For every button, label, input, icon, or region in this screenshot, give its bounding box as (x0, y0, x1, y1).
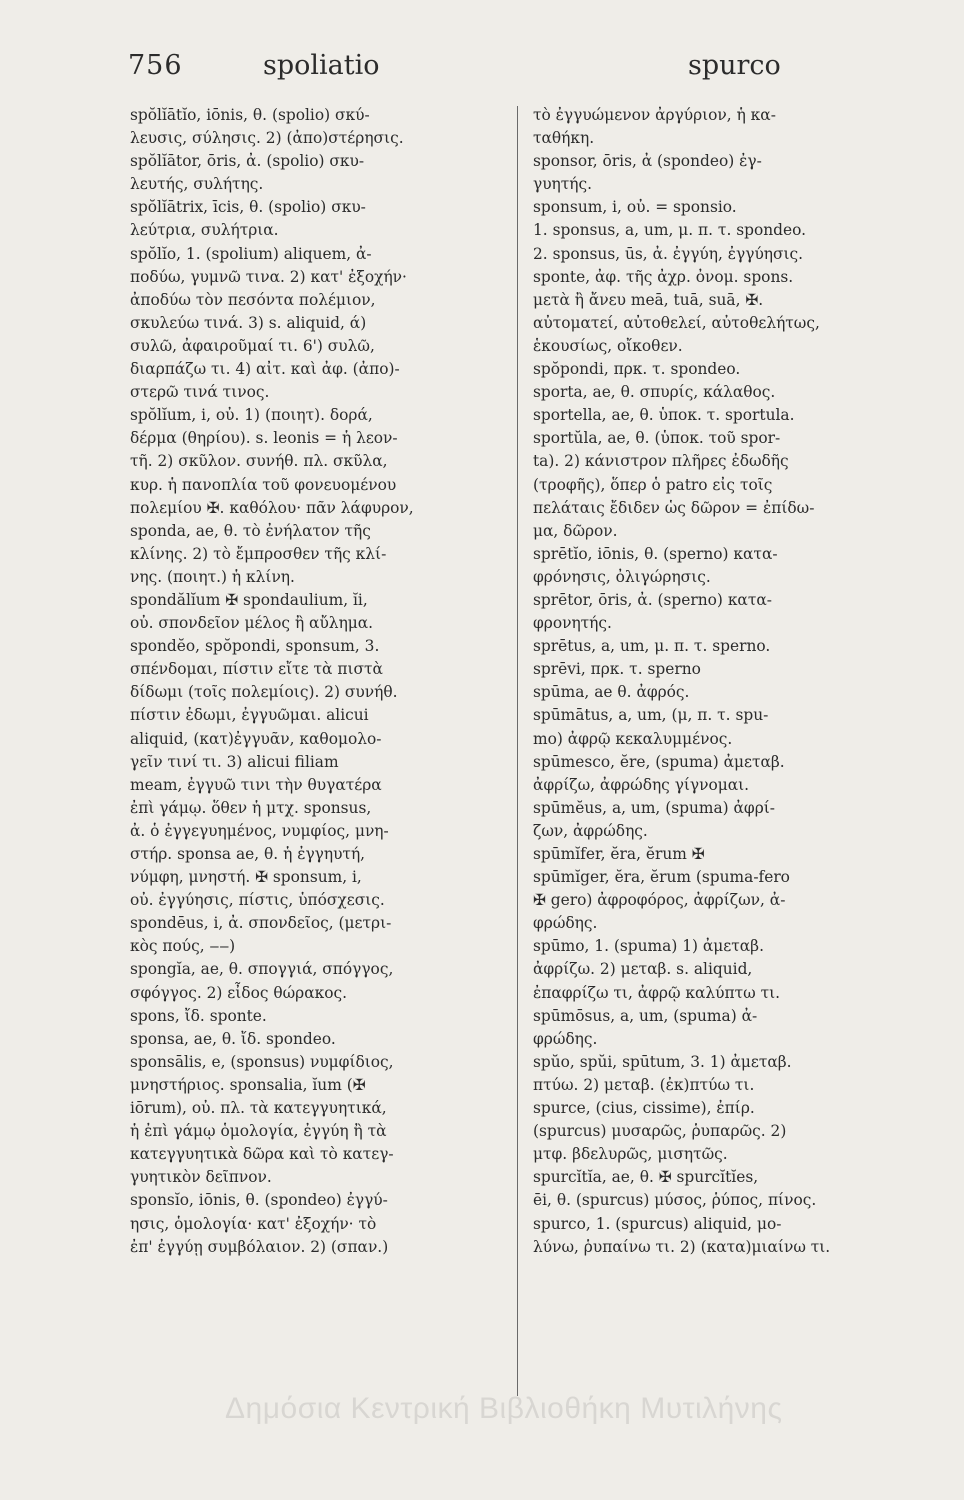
entry-line: sprētus, a, um, μ. π. τ. sperno. (533, 637, 771, 656)
entry-line: spūmōsus, a, um, (spuma) ἀ- (533, 1006, 758, 1025)
entry-line: (spurcus) μυσαρῶς, ῥυπαρῶς. 2) (533, 1122, 787, 1141)
entry-line: λύνω, ῥυπαίνω τι. 2) (κατα)μιαίνω τι. (533, 1237, 831, 1256)
entry-line: spurcĭtĭa, ae, θ. ✠ spurcĭtĭes, (533, 1168, 759, 1187)
entry-line: sponsĭo, iōnis, θ. (spondeo) ἐγγύ- (130, 1191, 388, 1210)
entry-line: 1. sponsus, a, um, μ. π. τ. spondeo. (533, 221, 807, 240)
entry-line: spūmātus, a, um, (μ, π. τ. spu- (533, 706, 769, 725)
entry-line: μα, δῶρον. (533, 521, 618, 540)
entry-line: μτφ. βδελυρῶς, μισητῶς. (533, 1145, 728, 1164)
entry-line: ✠ gero) ἀφροφόρος, ἀφρίζων, ἀ- (533, 891, 786, 910)
entry-line: πτύω. 2) μεταβ. (ἐκ)πτύω τι. (533, 1075, 755, 1094)
left-column (130, 104, 512, 1259)
entry-line: τῆ. 2) σκῦλον. συνήθ. πλ. σκῦλα, (130, 452, 388, 471)
entry-line: ἀποδύω τὸν πεσόντα πολέμιον, (130, 290, 376, 309)
entry-line: πολεμίου ✠. καθόλου· πᾶν λάφυρον, (130, 498, 414, 517)
entry-line: λευτής, συλήτης. (130, 175, 264, 194)
entry-line: sponte, ἀφ. τῆς ἀχρ. ὀνομ. spons. (533, 267, 794, 286)
right-guide-word: spurco (688, 50, 781, 81)
entry-line: οὐ. ἐγγύησις, πίστις, ὑπόσχεσις. (130, 891, 385, 910)
entry-line: meam, ἐγγυῶ τινι τὴν θυγατέρα (130, 775, 382, 794)
entry-line: sporta, ae, θ. σπυρίς, κάλαθος. (533, 383, 776, 402)
entry-line: spŭo, spŭi, spūtum, 3. 1) ἀμεταβ. (533, 1052, 792, 1071)
entry-line: φρώδης. (533, 914, 598, 933)
entry-line: sprētor, ōris, ἀ. (sperno) κατα- (533, 590, 772, 609)
entry-line: σπένδομαι, πίστιν εἴτε τὰ πιστὰ (130, 660, 383, 679)
column-divider (517, 106, 518, 1396)
entry-line: spŏlĭātrix, īcis, θ. (spolio) σκυ- (130, 198, 366, 217)
entry-line: μνηστήριος. sponsalia, ĭum (✠ (130, 1075, 366, 1094)
entry-line: γυητικὸν δεῖπνον. (130, 1168, 272, 1187)
entry-line: spŏlĭātĭo, iōnis, θ. (spolio) σκύ- (130, 106, 370, 124)
entry-line: φρονητής. (533, 614, 612, 633)
entry-line: ἀ. ὁ ἐγγεγυημένος, νυμφίος, μνη- (130, 821, 389, 840)
entry-line: sprēvi, πρκ. τ. sperno (533, 660, 701, 679)
page-number: 756 (128, 50, 183, 81)
entry-line: λευσις, σύλησις. 2) (ἀπο)στέρησις. (130, 129, 404, 148)
entry-line: πίστιν ἐδωμι, ἐγγυῶμαι. alicui (130, 706, 369, 725)
entry-line: aliquid, (κατ)ἐγγυᾶν, καθομολο- (130, 729, 382, 748)
entry-line: κατεγγυητικὰ δῶρα καὶ τὸ κατεγ- (130, 1145, 394, 1164)
entry-line: spŏpondi, πρκ. τ. spondeo. (533, 360, 741, 379)
entry-line: φρώδης. (533, 1029, 598, 1048)
entry-line: ἑκουσίως, οἴκοθεν. (533, 336, 683, 355)
entry-line: στήρ. sponsa ae, θ. ἡ ἐγγηυτή, (130, 845, 366, 863)
entry-line: ἡ ἐπὶ γάμῳ ὁμολογία, ἐγγύη ἢ τὰ (130, 1122, 387, 1141)
entry-line: 2. sponsus, ūs, ἀ. ἐγγύη, ἐγγύησις. (533, 244, 804, 263)
entry-line: λεύτρια, συλήτρια. (130, 221, 279, 240)
entry-line: νύμφη, μνηστή. ✠ sponsum, i, (130, 868, 362, 887)
entry-line: φρόνησις, ὀλιγώρησις. (533, 567, 711, 586)
entry-line: sprētĭo, iōnis, θ. (sperno) κατα- (533, 544, 778, 563)
entry-line: spūma, ae θ. ἀφρός. (533, 683, 690, 702)
entry-line: οὐ. σπονδεῖον μέλος ἢ αὔλημα. (130, 614, 374, 633)
entry-line: κλίνης. 2) τὸ ἔμπροσθεν τῆς κλί- (130, 544, 387, 563)
entry-line: ἐπ' ἐγγύῃ συμβόλαιον. 2) (σπαν.) (130, 1237, 389, 1256)
entry-line: spondĕo, spŏpondi, sponsum, 3. (130, 637, 380, 656)
entry-line: ēi, θ. (spurcus) μύσος, ῥύπος, πίνος. (533, 1191, 817, 1210)
entry-line: spurco, 1. (spurcus) aliquid, μο- (533, 1214, 782, 1233)
entry-line: spurce, (cius, cissime), ἐπίρ. (533, 1099, 755, 1118)
left-guide-word: spoliatio (263, 50, 380, 81)
entry-line: τὸ ἐγγυώμενον ἀργύριον, ἡ κα- (533, 106, 776, 124)
entry-line: δίδωμι (τοῖς πολεμίοις). 2) συνήθ. (130, 683, 398, 702)
entry-line: νης. (ποιητ.) ἡ κλίνη. (130, 567, 295, 586)
entry-line: spongĭa, ae, θ. σπογγιά, σπόγγος, (130, 960, 394, 979)
entry-line: ἀφρίζω, ἀφρώδης γίγνομαι. (533, 775, 750, 794)
entry-line: ησις, ὁμολογία· κατ' ἐξοχήν· τὸ (130, 1214, 377, 1233)
entry-line: spondēus, i, ἀ. σπονδεῖος, (μετρι- (130, 914, 392, 933)
entry-line: ἐπὶ γάμῳ. ὅθεν ἡ μτχ. sponsus, (130, 798, 372, 817)
page-header (128, 50, 781, 94)
entry-line: ποδύω, γυμνῶ τινα. 2) κατ' ἐξοχήν· (130, 267, 407, 286)
entry-line: spondălĭum ✠ spondaulium, ĭi, (130, 590, 368, 609)
entry-line: πελάταις ἔδιδεν ὡς δῶρον = ἐπίδω- (533, 498, 815, 517)
library-watermark: Δημόσια Κεντρική Βιβλιοθήκη Μυτιλήνης (225, 1392, 783, 1425)
entry-line: γυητής. (533, 175, 593, 194)
entry-line: sponsa, ae, θ. ἴδ. spondeo. (130, 1029, 336, 1048)
entry-line: spŏlĭo, 1. (spolium) aliquem, ἀ- (130, 244, 372, 263)
entry-line: μετὰ ἢ ἄνευ meā, tuā, suā, ✠. (533, 290, 764, 309)
entry-line: συλῶ, ἀφαιροῦμαί τι. 6') συλῶ, (130, 336, 375, 355)
entry-line: spūmĕus, a, um, (spuma) ἀφρί- (533, 798, 775, 817)
entry-line: σφόγγος. 2) εἶδος θώρακος. (130, 983, 348, 1002)
entry-line: sponsālis, e, (sponsus) νυμφίδιος, (130, 1052, 394, 1071)
entry-line: σκυλεύω τινά. 3) s. aliquid, ά) (130, 313, 367, 332)
entry-line: iōrum), οὐ. πλ. τὰ κατεγγυητικά, (130, 1099, 387, 1118)
entry-line: sportŭla, ae, θ. (ὑποκ. τοῦ spor- (533, 429, 781, 448)
entry-line: sponsor, ōris, ἀ (spondeo) ἐγ- (533, 152, 762, 171)
entry-line: sponsum, i, οὐ. = sponsio. (533, 198, 737, 217)
entry-line: spŏlĭātor, ōris, ἀ. (spolio) σκυ- (130, 152, 365, 171)
entry-line: spūmĭfer, ĕra, ĕrum ✠ (533, 845, 705, 863)
entry-line: ta). 2) κάνιστρον πλῆρες ἐδωδῆς (533, 452, 789, 471)
entry-line: (τροφῆς), ὅπερ ὁ patro εἰς τοῖς (533, 475, 773, 494)
entry-line: spons, ἴδ. sponte. (130, 1006, 267, 1025)
entry-line: spūmesco, ĕre, (spuma) ἀμεταβ. (533, 752, 785, 771)
entry-line: διαρπάζω τι. 4) αἰτ. καὶ ἀφ. (ἀπο)- (130, 360, 400, 379)
entry-line: στερῶ τινά τινος. (130, 383, 270, 402)
entry-line: αὐτοματεί, αὐτοθελεί, αὐτοθελήτως, (533, 313, 820, 332)
entry-line: ζων, ἀφρώδης. (533, 821, 648, 840)
entry-line: spūmĭger, ĕra, ĕrum (spuma-fero (533, 868, 790, 887)
entry-line: ταθήκη. (533, 129, 595, 148)
entry-line: mo) ἀφρῷ κεκαλυμμένος. (533, 729, 733, 748)
entry-line: γεῖν τινί τι. 3) alicui filiam (130, 752, 339, 771)
entry-line: ἀφρίζω. 2) μεταβ. s. aliquid, (533, 960, 753, 979)
entry-line: sportella, ae, θ. ὑποκ. τ. sportula. (533, 406, 795, 425)
entry-line: κὸς πούς, ‒‒) (130, 937, 236, 956)
entry-line: κυρ. ἡ πανοπλία τοῦ φονευομένου (130, 475, 397, 494)
entry-line: sponda, ae, θ. τὸ ἐνήλατον τῆς (130, 521, 371, 540)
entry-line: ἐπαφρίζω τι, ἀφρῷ καλύπτω τι. (533, 983, 781, 1002)
entry-line: δέρμα (θηρίου). s. leonis = ἡ λεον- (130, 429, 398, 448)
entry-line: spŏlĭum, i, οὐ. 1) (ποιητ). δορά, (130, 406, 373, 425)
right-column (533, 104, 913, 1259)
entry-line: spūmo, 1. (spuma) 1) ἀμεταβ. (533, 937, 764, 956)
